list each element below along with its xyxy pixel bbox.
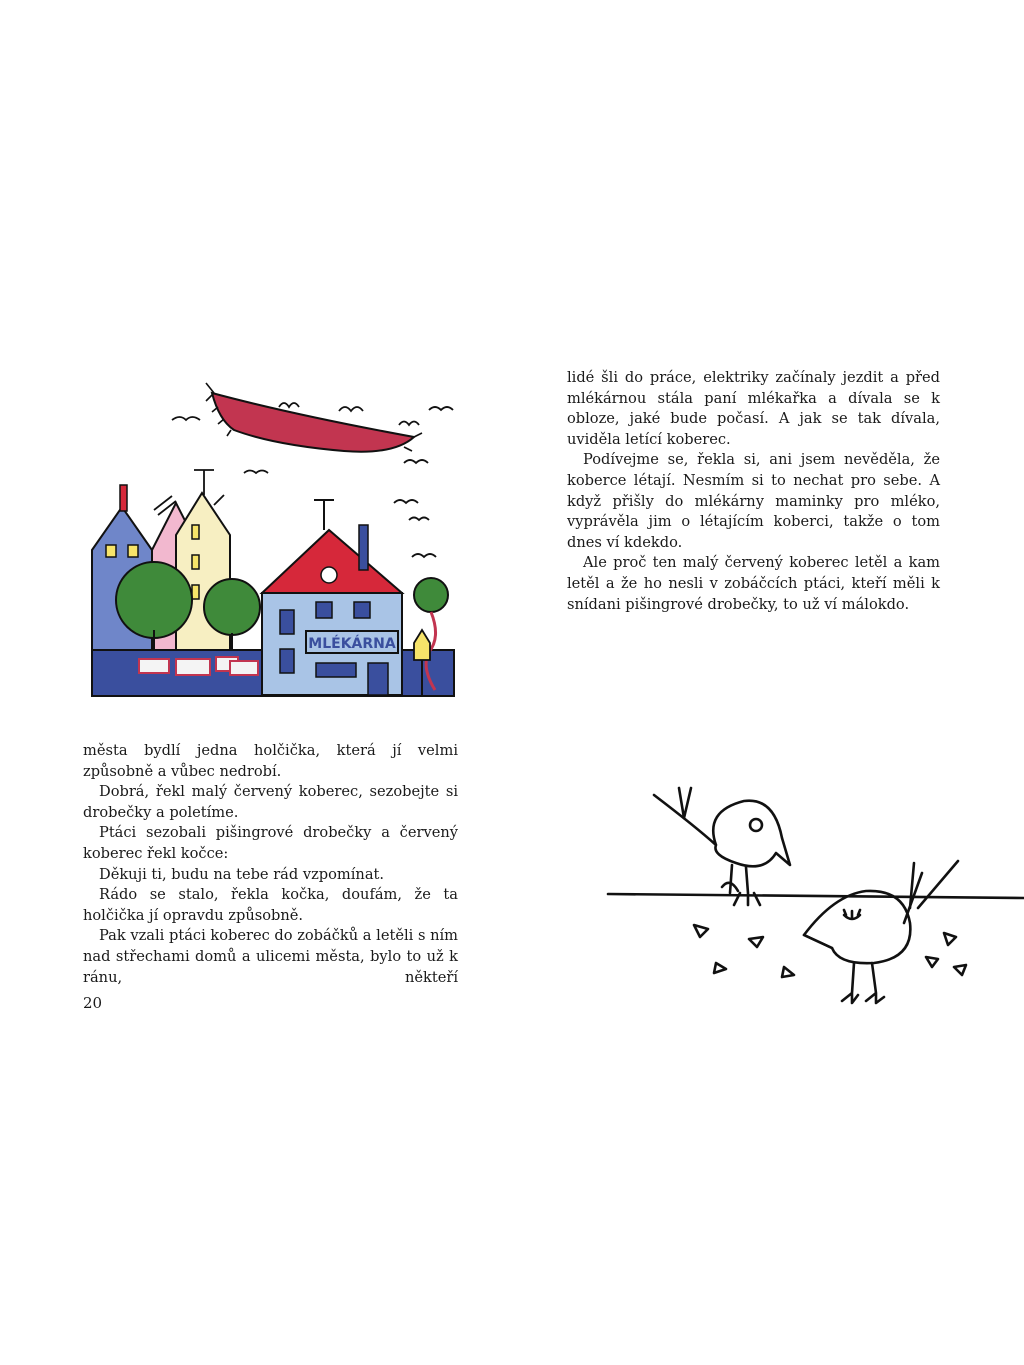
window bbox=[128, 545, 138, 557]
paragraph: města bydlí jedna holčička, která jí velmi způsobně a vůbec nedrobí. bbox=[83, 742, 458, 780]
chimney bbox=[120, 485, 127, 511]
window bbox=[316, 602, 332, 618]
left-page-text bbox=[83, 741, 458, 988]
window bbox=[354, 602, 370, 618]
birds-illustration bbox=[604, 783, 1024, 1013]
paragraph: Ptáci sezobali pišingrové drobečky a červený koberec řekl kočce: bbox=[83, 824, 458, 862]
paragraph: Podívejme se, řekla si, ani jsem nevěděla, že koberce létají. Nesmím si to nechat pro sebe. A když přišly do mlékárny maminky pro mléko, vyprávěla jim o létajícím koberci, takže o tom dnes ví kdekdo. bbox=[567, 451, 940, 551]
tree-middle bbox=[204, 579, 260, 635]
carpet-shape bbox=[212, 393, 414, 452]
window bbox=[106, 545, 116, 557]
dairy-chimney bbox=[359, 525, 368, 570]
bird-right-legs bbox=[842, 963, 884, 1003]
dairy-sign-text: MLÉKÁRNA bbox=[308, 636, 396, 652]
bird-left-tail bbox=[679, 788, 691, 818]
bird-right-tail bbox=[904, 861, 958, 923]
tree-left bbox=[116, 562, 192, 638]
tree-right bbox=[414, 578, 448, 612]
page-number: 20 bbox=[83, 994, 103, 1012]
bird-right-beak bbox=[804, 935, 832, 948]
birds-drawing bbox=[608, 788, 1024, 1003]
right-page-text bbox=[567, 368, 940, 615]
ground-line bbox=[608, 894, 1024, 898]
paragraph: Děkuji ti, budu na tebe rád vzpomínat. bbox=[99, 865, 385, 883]
antennas bbox=[154, 470, 224, 515]
crumbs bbox=[694, 925, 966, 977]
window bbox=[192, 525, 199, 539]
window bbox=[280, 610, 294, 634]
paragraph: Dobrá, řekl malý červený koberec, sezobejte si drobečky a poletíme. bbox=[83, 783, 458, 821]
dairy-roof bbox=[262, 530, 402, 593]
paragraph: lidé šli do práce, elektriky začínaly jezdit a před mlékárnou stála paní mlékařka a dívala se k obloze, jaké bude počasí. A jak se tak dívala, uviděla letící koberec. bbox=[567, 369, 940, 448]
dairy-antenna bbox=[314, 500, 334, 530]
window bbox=[316, 663, 356, 677]
bird-right-eye bbox=[844, 910, 860, 919]
bird-left-eye bbox=[750, 819, 762, 831]
car bbox=[230, 661, 258, 675]
bird-left-legs bbox=[722, 865, 760, 905]
town-illustration bbox=[84, 375, 464, 705]
street-lamp bbox=[414, 630, 430, 660]
window bbox=[192, 585, 199, 599]
clock-icon bbox=[321, 567, 337, 583]
window bbox=[192, 555, 199, 569]
window bbox=[280, 649, 294, 673]
bird-right bbox=[804, 891, 910, 963]
paragraph: Pak vzali ptáci koberec do zobáčků a letěli s ním nad střechami domů a ulicemi města, bylo to už k ránu, někteří bbox=[83, 927, 458, 986]
flying-carpet bbox=[206, 383, 422, 452]
car bbox=[176, 659, 210, 675]
paragraph: Rádo se stalo, řekla kočka, doufám, že ta holčička jí opravdu způsobně. bbox=[83, 886, 458, 924]
car bbox=[139, 659, 169, 673]
paragraph: Ale proč ten malý červený koberec letěl a kam letěl a že ho nesli v zobáčcích ptáci, kteří měli k snídani pišingrové drobečky, to už ví málokdo. bbox=[567, 554, 940, 613]
bird-left bbox=[654, 795, 790, 866]
dairy-door bbox=[368, 663, 388, 695]
